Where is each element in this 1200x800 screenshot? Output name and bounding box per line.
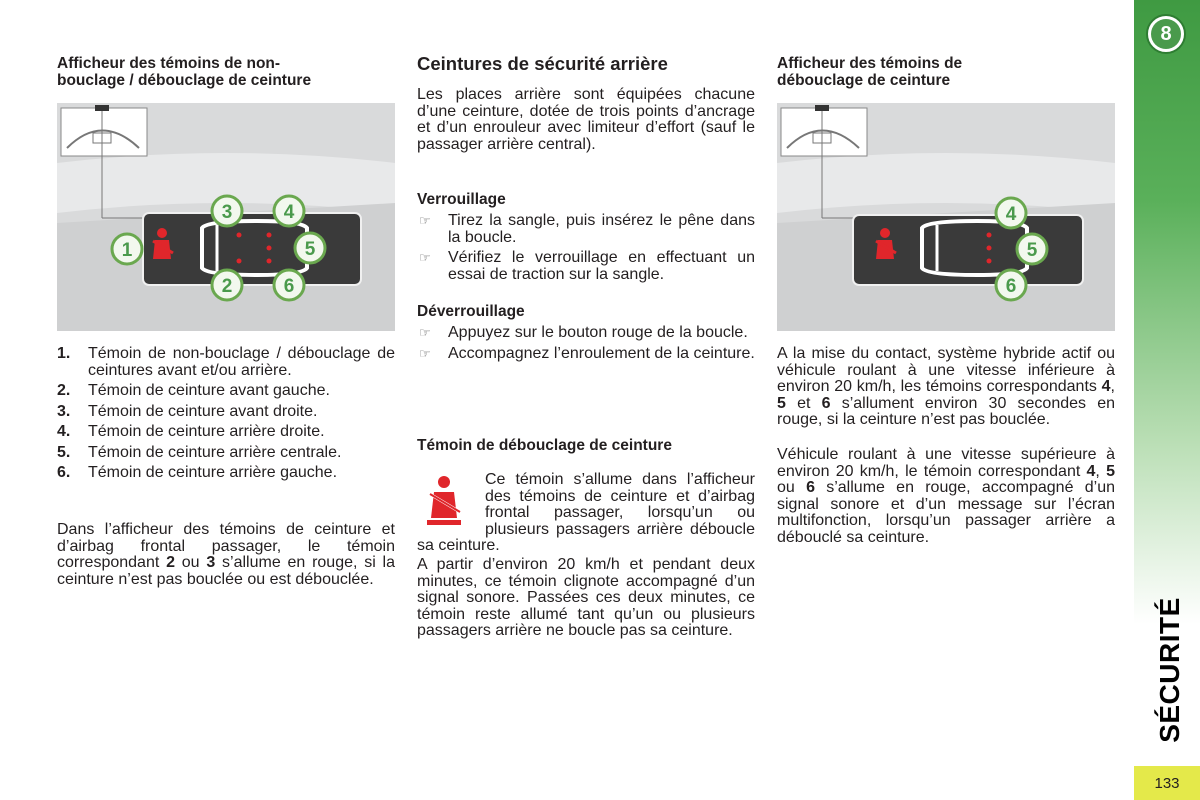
body-paragraph: Véhicule roulant à une vitesse supérieure à environ 20 km/h, le témoin correspondant 4, 5 ou 6 s’allume en rouge, accompagné d’un signal sonore et d’un message sur l’écran multifonction, lorsqu’un passager arrière a débouclé sa ceinture.: [777, 446, 1115, 546]
figure-marker-6: [996, 270, 1026, 300]
figure-marker-1: [112, 234, 142, 264]
chapter-number: 8: [1151, 19, 1181, 49]
figure-marker-2: [212, 270, 242, 300]
list-item: ☞ Tirez la sangle, puis insérez le pêne dans la boucle.: [419, 212, 755, 246]
list-item: 6. Témoin de ceinture arrière gauche.: [57, 464, 338, 481]
section-title: Ceintures de sécurité arrière: [417, 53, 668, 74]
intro-paragraph: Les places arrière sont équipées chacune d’une ceinture, dotée de trois points d’ancrage et d’un enrouleur avec limiteur d’effort (sauf le passager arrière central).: [417, 86, 755, 153]
figure-marker-5: [295, 233, 325, 263]
svg-text:5: 5: [304, 239, 316, 260]
body-paragraph: Dans l’afficheur des témoins de ceinture et d’airbag frontal passager, le témoin correspondant 2 ou 3 s’allume en rouge, si la ceinture n’est pas bouclée ou est débouclée.: [57, 521, 396, 588]
hand-pointer-icon: ☞: [419, 213, 431, 228]
subheading-warning-light: Témoin de débouclage de ceinture: [417, 437, 672, 454]
svg-text:6: 6: [283, 276, 295, 297]
lock-steps: [417, 213, 755, 287]
svg-text:4: 4: [283, 202, 295, 223]
list-item: 4. Témoin de ceinture arrière droite.: [57, 423, 325, 440]
subheading-unlock: Déverrouillage: [417, 303, 525, 320]
hand-pointer-icon: ☞: [419, 325, 431, 340]
unlock-steps: [417, 325, 755, 366]
unbuckle-display-figure: [777, 103, 1115, 331]
list-item: ☞ Accompagnez l’enroulement de la ceinture.: [419, 344, 755, 362]
body-paragraph: A la mise du contact, système hybride actif ou véhicule roulant à une vitesse inférieure à environ 20 km/h, les témoins correspondants 4, 5 et 6 s’allument environ 30 secondes en rouge, si la ceinture n’est pas bouclée.: [777, 345, 1115, 428]
list-item: 3. Témoin de ceinture avant droite.: [57, 402, 318, 420]
list-item: 1. Témoin de non-bouclage / débouclage de ceintures avant et/ou arrière.: [57, 345, 395, 379]
list-item: ☞ Vérifiez le verrouillage en effectuant un essai de traction sur la sangle.: [419, 249, 755, 283]
section-heading: Afficheur des témoins de non- bouclage / débouclage de ceinture: [57, 55, 312, 89]
hand-pointer-icon: ☞: [419, 345, 431, 361]
svg-text:1: 1: [121, 240, 133, 261]
list-item: ☞ Appuyez sur le bouton rouge de la boucle.: [419, 324, 748, 341]
hand-pointer-icon: ☞: [419, 250, 431, 265]
warning-paragraph-2: A partir d’environ 20 km/h et pendant deux minutes, ce témoin clignote accompagné d’un signal sonore. Passées ces deux minutes, ce témoin reste allumé tant qu’un ou plusieurs passagers arrière ne boucle pas sa ceinture.: [417, 556, 755, 639]
subheading-lock: Verrouillage: [417, 191, 506, 208]
page-number: 133: [1134, 766, 1200, 800]
list-item: 2. Témoin de ceinture avant gauche.: [57, 382, 330, 399]
chapter-number-badge: [1146, 14, 1186, 54]
figure-marker-4: [274, 196, 304, 226]
svg-text:4: 4: [1005, 204, 1017, 225]
figure-marker-3: [212, 196, 242, 226]
figure-marker-6: [274, 270, 304, 300]
figure-marker-5: [1017, 234, 1047, 264]
chapter-title: SÉCURITÉ: [1154, 597, 1185, 743]
warning-paragraph: Ce témoin s’allume dans l’afficheur des témoins de ceinture et d’airbag frontal passager, lorsqu’un ou plusieurs passagers arrière déboucle sa ceinture.: [417, 471, 755, 554]
figure-marker-4: [996, 198, 1026, 228]
svg-text:5: 5: [1026, 240, 1038, 261]
section-heading: Afficheur des témoins de débouclage de ceinture: [777, 55, 963, 89]
seatbelt-warning-icon: [417, 472, 485, 538]
svg-text:6: 6: [1005, 276, 1017, 297]
svg-text:3: 3: [221, 202, 233, 223]
legend-list: [57, 346, 395, 486]
list-item: 5. Témoin de ceinture arrière centrale.: [57, 443, 342, 461]
seatbelt-display-figure: [57, 103, 395, 331]
svg-text:2: 2: [221, 276, 233, 297]
